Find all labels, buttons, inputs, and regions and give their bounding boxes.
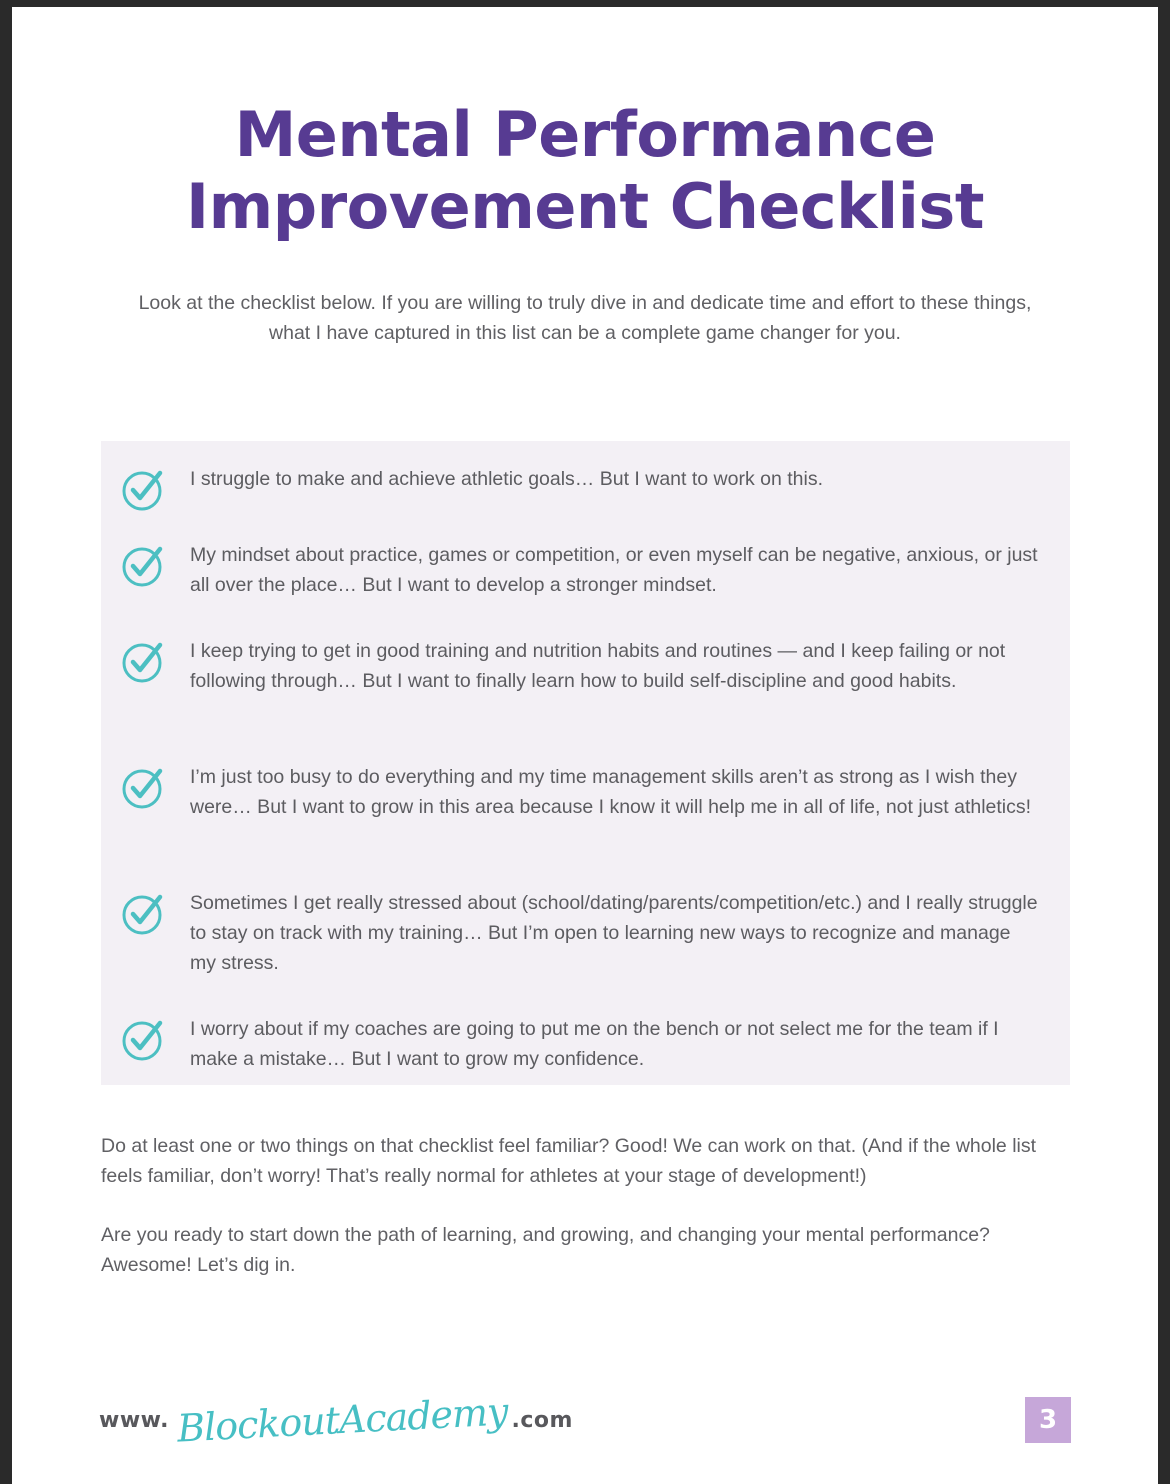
closing-paragraph-2: Are you ready to start down the path of learning, and growing, and changing your mental performance? Awesome! Let’s dig in. (101, 1224, 990, 1276)
footer-url-prefix: www. (99, 1407, 169, 1433)
brand-logo: BlockoutAcademy (176, 1389, 509, 1451)
title-line-2: Improvement Checklist (186, 170, 984, 243)
check-circle-icon (121, 1018, 165, 1062)
page-number-badge: 3 (1025, 1397, 1071, 1443)
footer-website-link[interactable] (99, 1385, 573, 1455)
check-circle-icon (121, 892, 165, 936)
document-page (12, 7, 1158, 1484)
checklist-item-text: Sometimes I get really stressed about (school/dating/parents/competition/etc.) and I really struggle to stay on track with my training… But I’m open to learning new ways to recognize and manage my stress. (190, 892, 1038, 974)
checklist-item-text: I struggle to make and achieve athletic goals… But I want to work on this. (190, 468, 823, 490)
footer-url-suffix: .com (511, 1407, 573, 1433)
checklist-item-text: My mindset about practice, games or competition, or even myself can be negative, anxious, or just all over the place… But I want to develop a stronger mindset. (190, 544, 1038, 596)
check-circle-icon (121, 640, 165, 684)
checklist-panel (101, 441, 1070, 1085)
title-line-1: Mental Performance (234, 98, 936, 171)
check-circle-icon (121, 766, 165, 810)
checklist-item-text: I worry about if my coaches are going to put me on the bench or not select me for the team if I make a mistake… But I want to grow my confidence. (190, 1018, 999, 1070)
checklist-item-text: I’m just too busy to do everything and my time management skills aren’t as strong as I wish they were… But I want to grow in this area because I know it will help me in all of life, not just athletics! (190, 766, 1032, 818)
page-title (12, 99, 1158, 243)
check-circle-icon (121, 468, 165, 512)
intro-paragraph: Look at the checklist below. If you are willing to truly dive in and dedicate time and effort to these things, what I have captured in this list can be a complete game changer for you. (138, 292, 1032, 344)
check-circle-icon (121, 544, 165, 588)
closing-paragraph-1: Do at least one or two things on that checklist feel familiar? Good! We can work on that. (And if the whole list feels familiar, don’t worry! That’s really normal for athletes at your stage of development!) (101, 1135, 1037, 1187)
checklist-item-text: I keep trying to get in good training and nutrition habits and routines — and I keep failing or not following through… But I want to finally learn how to build self-discipline and good habits. (190, 640, 1006, 692)
